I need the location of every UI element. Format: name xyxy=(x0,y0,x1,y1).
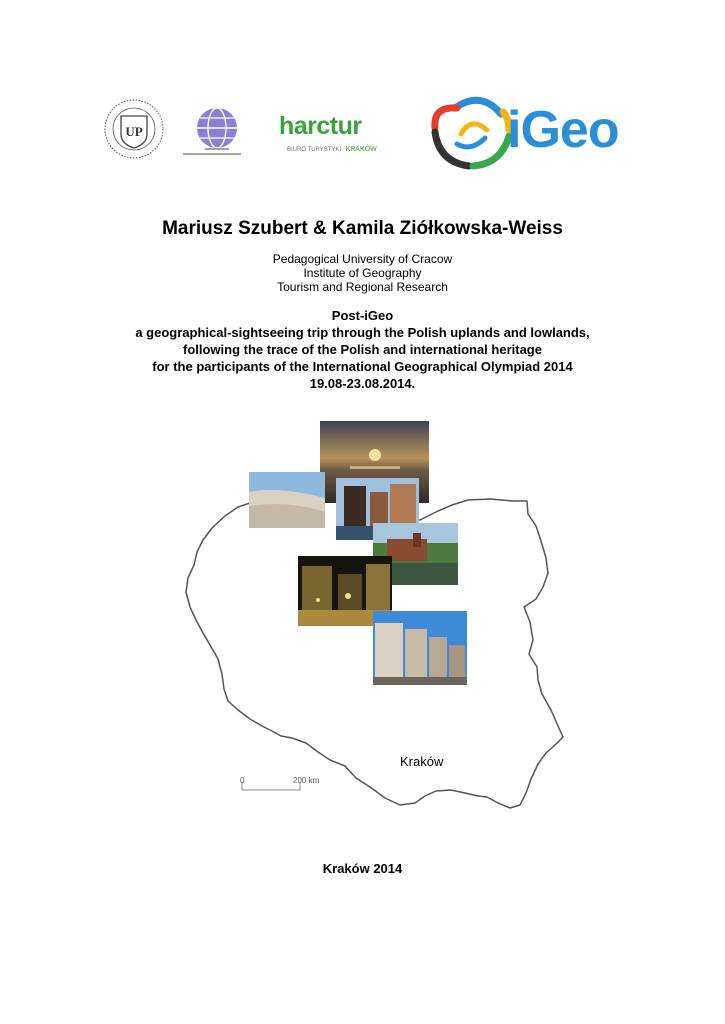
affiliation-institute: Institute of Geography xyxy=(303,266,422,280)
scale-zero-label: 0 xyxy=(240,776,245,785)
igeo-name: iGeo xyxy=(507,101,619,159)
title-main: Post-iGeo xyxy=(331,308,394,323)
title-line: a geographical-sightseeing trip through the Polish uplands and lowlands, xyxy=(135,325,590,340)
affiliation-department: Tourism and Regional Research xyxy=(277,280,448,294)
affiliation-university: Pedagogical University of Cracow xyxy=(272,252,453,266)
title-line: for the participants of the International Geographical Olympiad 2014 xyxy=(152,359,573,374)
authors-heading: Mariusz Szubert & Kamila Ziółkowska-Weiss xyxy=(162,218,563,239)
harctur-sub: BIURO TURYSTYKI xyxy=(287,147,342,153)
trip-dates: 19.08-23.08.2014. xyxy=(309,376,416,391)
footer-place-year: Kraków 2014 xyxy=(322,861,403,876)
harctur-city: KRAKÓW xyxy=(345,146,377,153)
scale-bar xyxy=(242,782,300,790)
up-letters: UP xyxy=(125,124,143,139)
map-city-label: Kraków xyxy=(400,754,444,769)
harctur-name: harctur xyxy=(279,112,362,140)
photo-sand-dunes xyxy=(249,472,325,528)
scale-distance-label: 200 km xyxy=(293,776,320,785)
photo-old-town-street xyxy=(373,611,467,685)
title-line: following the trace of the Polish and international heritage xyxy=(183,342,542,357)
